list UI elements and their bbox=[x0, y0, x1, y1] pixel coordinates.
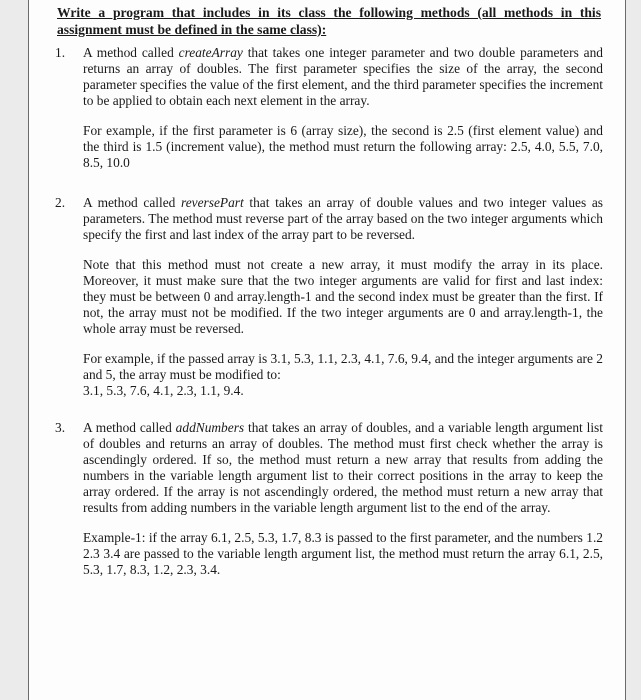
list-item-reverse-part bbox=[55, 195, 603, 399]
item-example: Example-1: if the array 6.1, 2.5, 5.3, 1.7, 8.3 is passed to the first parameter, and the numbers 1.2 2.3 3.4 are passed to the variable length argument list, the method must return the array 6.1, 2.5, 5.3, 1.7, 8.3, 1.2, 2.3, 3.4. bbox=[83, 530, 603, 577]
assignment-heading: Write a program that includes in its class the following methods (all methods in this assignment must be defined in the same class): bbox=[57, 5, 601, 37]
item-description: A method called reversePart that takes an array of double values and two integer values as parameters. The method must reverse part of the array based on the two integer arguments which specify the first and last index of the array part to be reversed. bbox=[83, 195, 603, 242]
list-item-add-numbers bbox=[55, 420, 603, 578]
item-example: For example, if the first parameter is 6 (array size), the second is 2.5 (first element value) and the third is 1.5 (increment value), the method must return the following array: 2.5, 4.0, 5.5, 7.0, 8.5, 10.0 bbox=[83, 123, 603, 170]
item-number: 1. bbox=[55, 45, 66, 60]
method-name: addNumbers bbox=[175, 420, 245, 435]
item-number: 3. bbox=[55, 420, 66, 435]
example-result: 3.1, 5.3, 7.6, 4.1, 2.3, 1.1, 9.4. bbox=[83, 383, 244, 398]
method-name: reversePart bbox=[181, 195, 244, 210]
item-example: For example, if the passed array is 3.1, 5.3, 1.1, 2.3, 4.1, 7.6, 9.4, and the integer arguments are 2 and 5, the array must be modified to: 3.1, 5.3, 7.6, 4.1, 2.3, 1.1, 9.4. bbox=[83, 351, 603, 398]
item-number: 2. bbox=[55, 195, 66, 210]
item-description: A method called addNumbers that takes an array of doubles, and a variable length argument list of doubles and returns an array of doubles. The method must first check whether the array is ascendingly ordered. If so, the method must return a new array that results from adding the numbers in the variable length argument list to their correct positions in the array to keep the array ordered. If the array is not ascendingly ordered, the method must return a new array that results from adding numbers in the variable length argument list to the end of the array. bbox=[83, 420, 603, 515]
item-note: Note that this method must not create a new array, it must modify the array in its place. Moreover, it must make sure that the two integer arguments are valid for first and last index: they must be between 0 and array.length-1 and the second index must be greater than the first. If not, the array must not be modified. If the two integer arguments are 0 and array.length-1, the whole array must be reversed. bbox=[83, 257, 603, 336]
item-description: A method called createArray that takes one integer parameter and two double parameters and returns an array of doubles. The first parameter specifies the size of the array, the second parameter specifies the value of the first element, and the third parameter specifies the increment to be applied to obtain each next element in the array. bbox=[83, 45, 603, 108]
document-page bbox=[28, 0, 626, 700]
method-name: createArray bbox=[178, 45, 243, 60]
list-item-create-array bbox=[55, 45, 603, 171]
